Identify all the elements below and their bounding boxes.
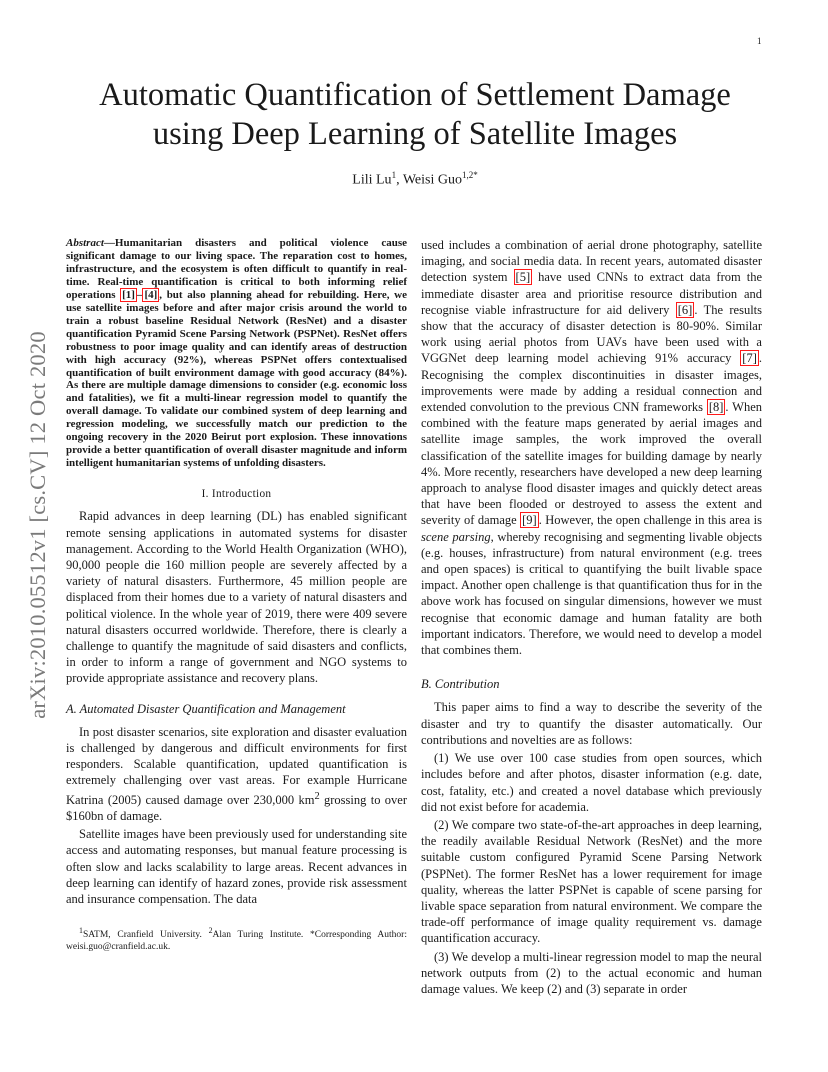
citation-link[interactable]: [7] bbox=[742, 351, 757, 366]
abstract bbox=[66, 237, 407, 470]
emphasis-text: scene parsing bbox=[421, 529, 491, 544]
citation-link[interactable]: [9] bbox=[522, 513, 537, 528]
paragraph-text: . When combined with the feature maps generated by aerial images and satellite image samples, the work improved the overall classification of the satellite images for building damage by nearly 4%. More recently, researchers have developed a new deep learning approach to analyse flood disaster images and quickly detect areas that have been flooded or destroyed to assess the extent and severity of damage bbox=[421, 400, 763, 528]
paragraph-text: . However, the open challenge in this area is bbox=[538, 513, 762, 528]
section-a-paragraph bbox=[66, 724, 407, 824]
citation-link[interactable]: [6] bbox=[677, 302, 693, 317]
author-separator: , bbox=[396, 172, 403, 188]
superscript: 2 bbox=[314, 790, 320, 802]
footnote-text: SATM, Cranfield University. bbox=[82, 930, 209, 941]
continued-paragraph bbox=[421, 237, 762, 658]
contribution-item: (2) We compare two state-of-the-art approaches in deep learning, the readily available Residual Network (ResNet) and the more suitable custom configured Pyramid Scene Parsing Network (PSPNet). The former ResNet has a lower requirement for image quality, whereas the latter PSPNet is capable of scene parsing for livable space separation from natural environment. We compare the trade-off performance of image quality requirement vs. damage quantification accuracy. bbox=[421, 817, 762, 946]
contribution-item: (1) We use over 100 case studies from open sources, which includes before and after photos, disaster information (e.g. date, cost, fatality, etc.) and created a novel database which previously did not exist before for academia. bbox=[421, 751, 762, 814]
title-line-1: Automatic Quantification of Settlement Damage bbox=[99, 77, 731, 113]
paragraph-text: grossing to over $160bn of damage. bbox=[66, 792, 407, 823]
subsection-heading-b: B. Contribution bbox=[421, 677, 500, 692]
subsection-heading-a: A. Automated Disaster Quantification and Management bbox=[66, 701, 346, 716]
paragraph-text: In post disaster scenarios, site exploration and disaster evaluation is challenged by dangerous and difficult environments for first responders. Scalable quantification, updated quantification is extremely challenging over vast areas. For example Hurricane Katrina (2005) caused damage over 230,000 km bbox=[66, 724, 407, 807]
paper-title bbox=[70, 76, 760, 154]
paragraph-text: , whereby recognising and segmenting livable objects (e.g. houses, infrastructure) from natural environment (e.g. trees and open spaces) is critical to quantifying the built livable space impact. Another open challenge is that quantification thus for in the above work has focused on singular dimensions, however we must recognise that economic damage and human fatality are both important indicators. Therefore, we would need to develop a model that combines them. bbox=[421, 529, 762, 658]
intro-paragraph: Rapid advances in deep learning (DL) has enabled significant remote sensing applications in automated systems for disaster management. According to the World Health Organization (WHO), 90,000 people die 160 million people are severely affected by a variety of natural disasters. Furthermore, 45 million people are displaced from their homes due to a variety of natural disasters and political violence. In the whole year of 2019, there were 409 severe natural disasters occurred worldwide. Therefore, there is clearly a challenge to quantify the magnitude of said disasters and conflicts, in order to inform a range of government and NGO systems to provide appropriate assistance and recovery plans. bbox=[66, 509, 407, 686]
citation-link[interactable]: [5] bbox=[515, 270, 531, 285]
footnote-text: Alan Turing Institute. *Corresponding Author: weisi.guo@cranfield.ac.uk. bbox=[66, 930, 407, 953]
citation-link[interactable]: [1] bbox=[122, 288, 135, 301]
arxiv-stamp-text: arXiv:2010.05512v1 [cs.CV] 12 Oct 2020 bbox=[25, 331, 50, 719]
author-affiliation-mark: 1,2* bbox=[461, 170, 478, 180]
paragraph-text: have used CNNs to extract data from the immediate disaster area and prioritise resource distribution and recognise viable infrastructure for aid delivery bbox=[421, 270, 762, 317]
abstract-dash: — bbox=[103, 237, 115, 249]
arxiv-stamp bbox=[22, 290, 54, 760]
abstract-text: – bbox=[136, 288, 143, 301]
author-affiliation-mark: 1 bbox=[391, 170, 397, 180]
citation-link[interactable]: [8] bbox=[708, 400, 724, 415]
section-a-paragraph: Satellite images have been previously used for understanding site access and automating responses, but manual feature processing is often slow and lacks scalability to large areas. Recent advances in deep learning can identify of hazard zones, provide risk assessment and insurance compensation. The data bbox=[66, 827, 407, 906]
abstract-text: Humanitarian disasters and political violence cause significant damage to our living space. The reparation cost to homes, infrastructure, and the ecosystem is often difficult to quantify in real-time. Real-time quantification is critical to both informing relief operations bbox=[66, 237, 407, 301]
paragraph-text: . The results show that the accuracy of disaster detection is 80-90%. Similar work using aerial photos from UAVs have been used with a VGGNet deep learning model achieving 91% accuracy bbox=[421, 302, 762, 366]
contribution-item: (3) We develop a multi-linear regression model to map the neural network outputs from (2) to the actual economic and human damage values. We keep (2) and (3) separate in order bbox=[421, 949, 762, 996]
citation-link[interactable]: [4] bbox=[144, 288, 158, 301]
author-list bbox=[70, 170, 760, 189]
paragraph-text: . Recognising the complex discontinuities in disaster images, improvements were made by adding a residual connection and extended convolution to the previous CNN frameworks bbox=[421, 351, 762, 415]
right-column bbox=[421, 237, 762, 999]
left-column bbox=[66, 237, 407, 953]
paragraph-text: used includes a combination of aerial drone photography, satellite imaging, and social media data. In recent years, automated disaster detection system bbox=[421, 238, 762, 285]
title-line-2: using Deep Learning of Satellite Images bbox=[152, 116, 678, 152]
author-name: Lili Lu bbox=[352, 172, 392, 188]
footnote bbox=[66, 925, 407, 953]
author-name: Weisi Guo bbox=[402, 172, 462, 188]
abstract-label: Abstract bbox=[66, 237, 104, 249]
footnote-mark: 1 bbox=[79, 926, 83, 936]
footnote-mark: 2 bbox=[208, 926, 213, 936]
contribution-paragraph: This paper aims to find a way to describe the severity of the disaster and try to quantify the disaster automatically. Our contributions and novelties are as follows: bbox=[421, 700, 762, 747]
section-heading-introduction: I. Introduction bbox=[201, 488, 272, 501]
page-number: 1 bbox=[757, 36, 762, 46]
abstract-text: , but also planning ahead for rebuilding. Here, we use satellite images before and after major crisis around the world to train a robust baseline Residual Network (ResNet) and a disaster quantification Pyramid Scene Parsing Network (PSPNet). ResNet offers robustness to poor image quality and can identify areas of destruction with high accuracy (92%), whereas PSPNet offers contextualised quantification of built environment damage with good accuracy (84%). As there are multiple damage dimensions to consider (e.g. economic loss and fatalities), we fit a multi-linear regression model to quantify the overall damage. To validate our combined system of deep learning and regression modeling, we successfully match our prediction to the ongoing recovery in the 2020 Beirut port explosion. These innovations provide a better quantification of overall disaster magnitude and inform intelligent humanitarian systems of unfolding disasters. bbox=[66, 288, 407, 470]
